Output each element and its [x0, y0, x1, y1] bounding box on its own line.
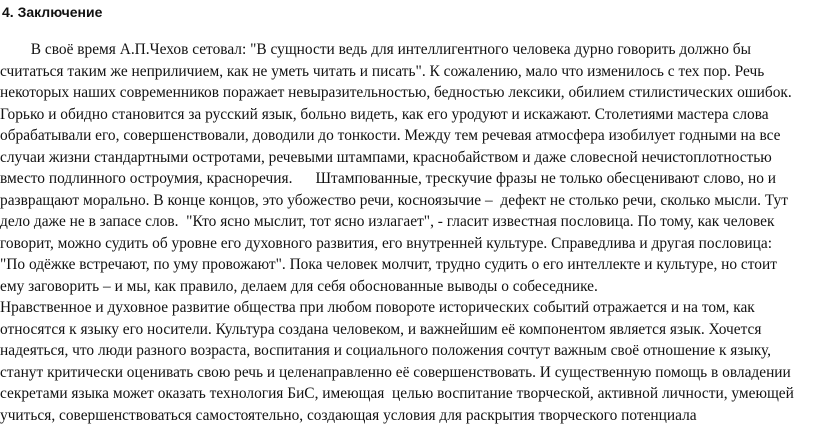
text-line: станут критически оценивать свою речь и целенаправленно её совершенствовать. И существенную помощь в овладении: [0, 362, 816, 384]
text-line: говорит, можно судить об уровне его духовного развития, его внутренней культуре. Справедлива и другая пословица:: [0, 233, 816, 255]
text-line: В своё время А.П.Чехов сетовал: "В сущности ведь для интеллигентного человека дурно говорить должно бы: [0, 39, 816, 61]
text-line: учиться, совершенствоваться самостоятельно, создающая условия для раскрытия творческого потенциала: [0, 405, 816, 426]
text-line: дело даже не в запасе слов. "Кто ясно мыслит, тот ясно излагает", - гласит известная пословица. По тому, как человек: [0, 211, 816, 233]
text-line: некоторых наших современников поражает невыразительностью, бедностью лексики, обилием стилистических ошибок.: [0, 82, 816, 104]
conclusion-text: [0, 39, 816, 426]
text-line: Горько и обидно становится за русский язык, больно видеть, как его уродуют и искажают. Столетиями мастера слова: [0, 104, 816, 126]
text-line: развращают морально. В конце концов, это убожество речи, косноязычие – дефект не столько речи, сколько мысли. Тут: [0, 190, 816, 212]
section-heading: 4. Заключение: [2, 4, 102, 20]
text-line: ему заговорить – и мы, как правило, делаем для себя обоснованные выводы о собеседнике.: [0, 276, 816, 298]
text-line: "По одёжке встречают, по уму провожают". Пока человек молчит, трудно судить о его интеллекте и культуре, но стоит: [0, 254, 816, 276]
text-line: секретами языка может оказать технология БиС, имеющая целью воспитание творческой, активной личности, умеющей: [0, 383, 816, 405]
text-line: относятся к языку его носители. Культура создана человеком, и важнейшим её компонентом является язык. Хочется: [0, 319, 816, 341]
text-line: Нравственное и духовное развитие общества при любом повороте исторических событий отражается и на том, как: [0, 297, 816, 319]
text-line: обрабатывали его, совершенствовали, доводили до тонкости. Между тем речевая атмосфера изобилует годными на все: [0, 125, 816, 147]
text-line: надеяться, что люди разного возраста, воспитания и социального положения сочтут важным своё отношение к языку,: [0, 340, 816, 362]
text-line: вместо подлинного остроумия, красноречия. Штампованные, трескучие фразы не только обесценивают слово, но и: [0, 168, 816, 190]
text-line: считаться таким же неприличием, как не уметь читать и писать". К сожалению, мало что изменилось с тех пор. Речь: [0, 61, 816, 83]
text-line: случаи жизни стандартными остротами, речевыми штампами, краснобайством и даже словесной нечистоплотностью: [0, 147, 816, 169]
